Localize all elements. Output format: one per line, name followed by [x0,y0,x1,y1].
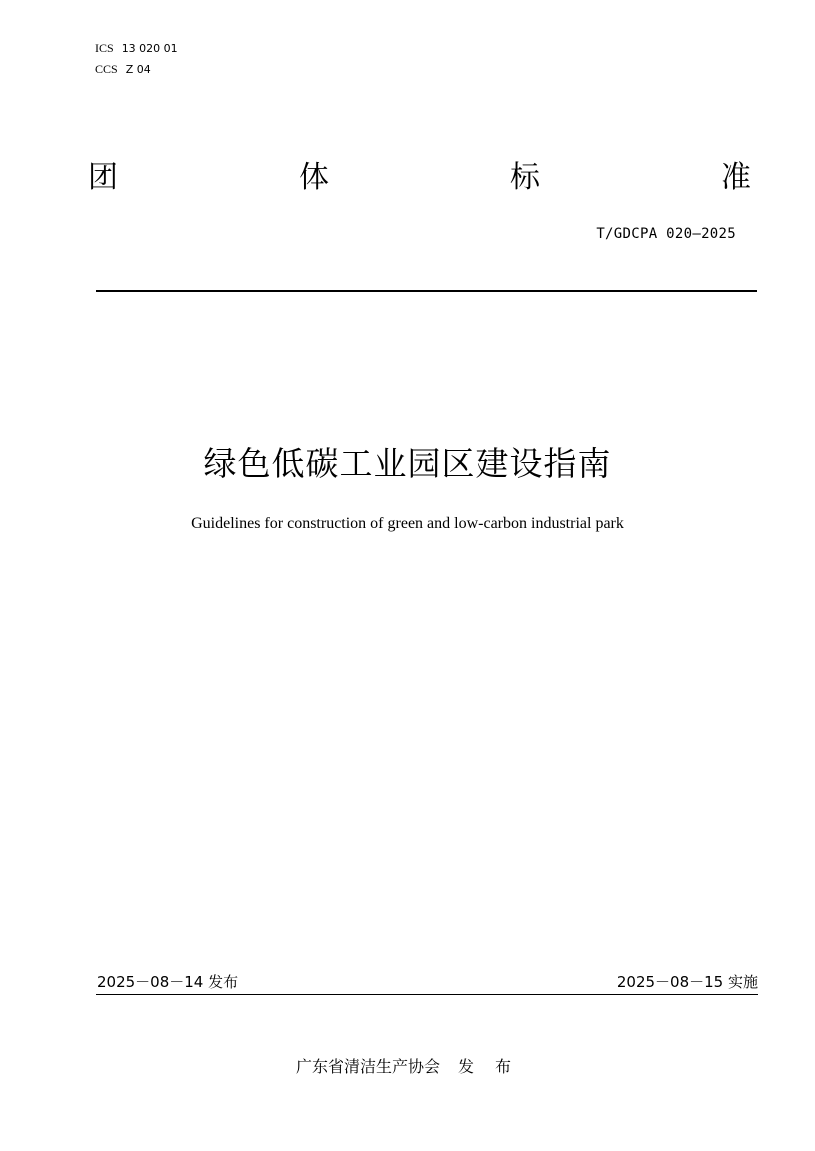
document-title-cn: 绿色低碳工业园区建设指南 [203,444,612,483]
standard-type-char: 标 [510,160,540,195]
ics-code: 13 020 01 [121,42,178,55]
ics-line [95,41,178,56]
standard-type-heading [88,158,751,198]
standard-type-char: 体 [299,160,329,195]
standard-type-char: 准 [721,160,751,195]
standard-code: T/GDCPA 020—2025 [596,226,736,242]
document-title-en: Guidelines for construction of green and low-carbon industrial park [191,515,624,532]
ccs-label: CCS [95,62,118,76]
standard-type-char: 团 [88,160,118,195]
bottom-divider [96,994,758,995]
publish-verb: 发 布 [457,1057,520,1076]
issue-date: 2025－08－14 发布 [97,973,239,991]
implementation-date: 2025－08－15 实施 [616,973,758,991]
top-divider [96,290,757,292]
ccs-code: Z 04 [125,63,151,76]
ics-label: ICS [95,41,114,55]
publisher-line [0,1054,815,1077]
ccs-line [95,62,151,77]
publisher-name: 广东省清洁生产协会 [295,1057,440,1076]
